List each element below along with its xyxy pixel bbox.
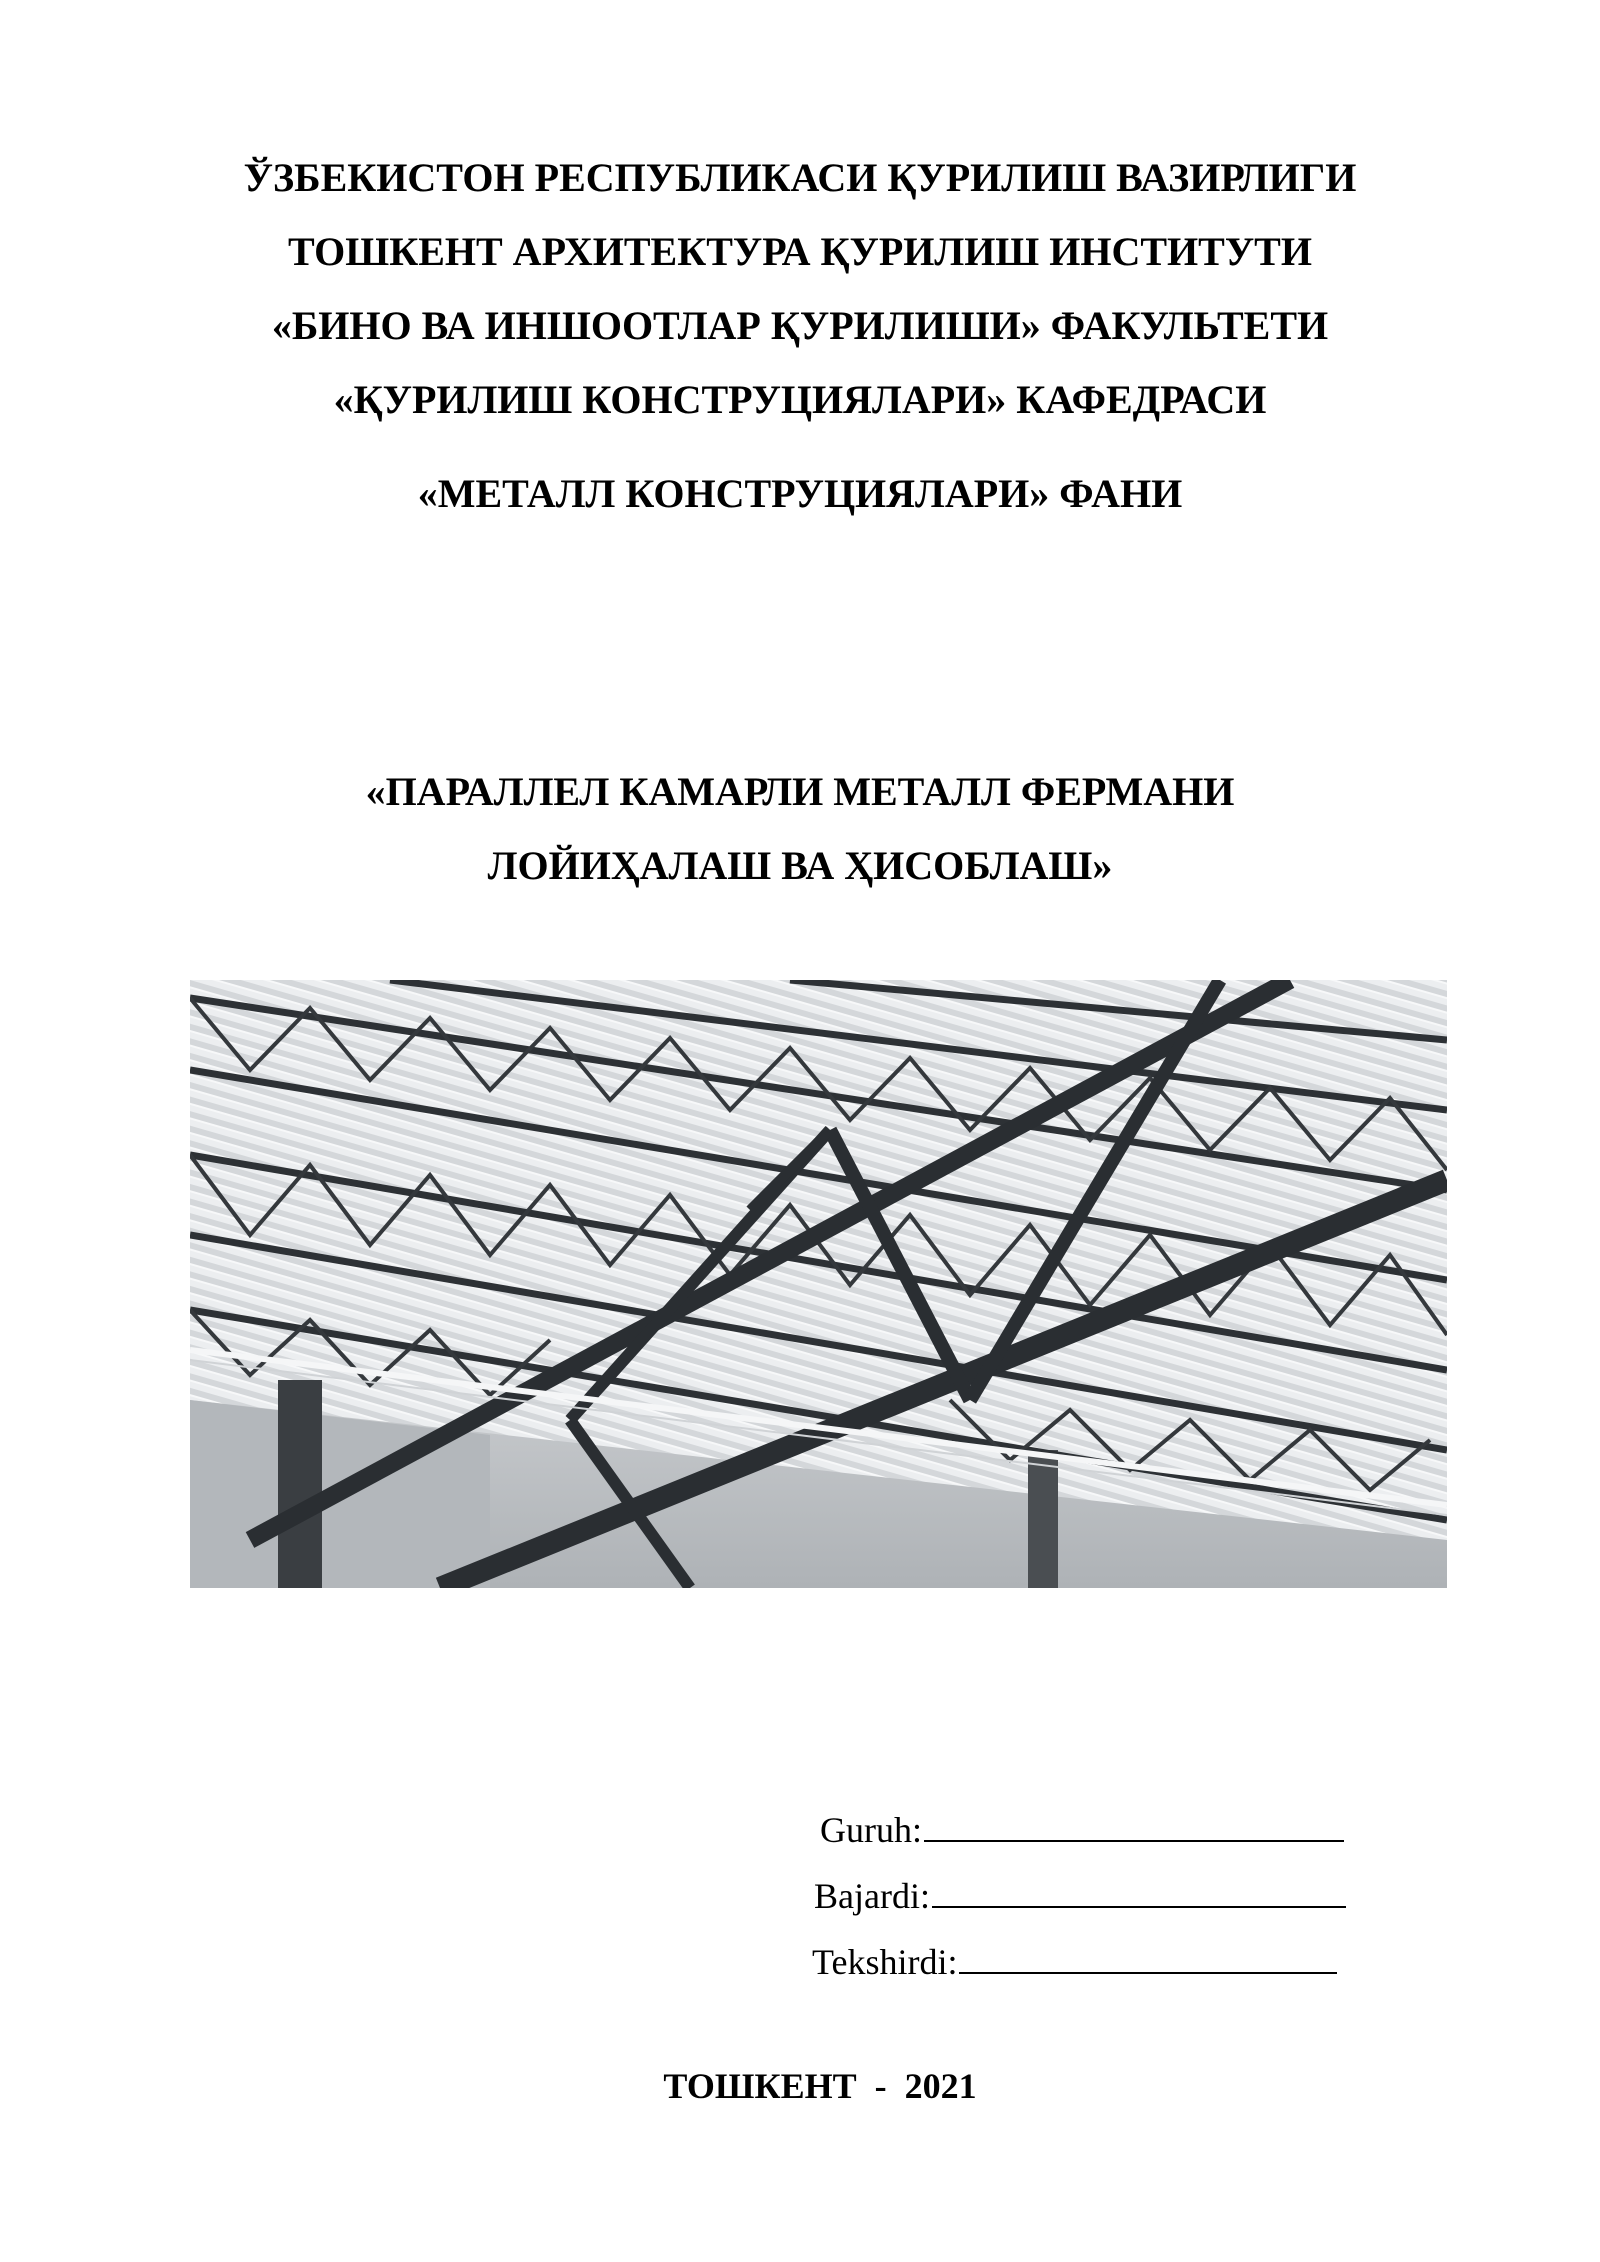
checked-by-field	[812, 1938, 1337, 1984]
institute-heading: ТОШКЕНТ АРХИТЕКТУРА ҚУРИЛИШ ИНСТИТУТИ	[288, 229, 1312, 274]
subject-heading: «МЕТАЛЛ КОНСТРУЦИЯЛАРИ» ФАНИ	[417, 471, 1183, 516]
steel-truss-roof-photo	[190, 980, 1447, 1588]
group-label: Guruh:	[820, 1810, 922, 1850]
checked-by-label: Tekshirdi:	[812, 1942, 958, 1982]
checked-by-blank-line	[959, 1938, 1337, 1974]
city-year-footer: ТОШКЕНТ - 2021	[663, 2066, 977, 2106]
faculty-heading: «БИНО ВА ИНШООТЛАР ҚУРИЛИШИ» ФАКУЛЬТЕТИ	[271, 303, 1329, 348]
work-title-line-1: «ПАРАЛЛЕЛ КАМАРЛИ МЕТАЛЛ ФЕРМАНИ	[365, 769, 1235, 814]
performed-by-blank-line	[932, 1872, 1346, 1908]
performed-by-field	[814, 1872, 1346, 1918]
department-heading: «ҚУРИЛИШ КОНСТРУЦИЯЛАРИ» КАФЕДРАСИ	[333, 377, 1267, 422]
ministry-heading: ЎЗБЕКИСТОН РЕСПУБЛИКАСИ ҚУРИЛИШ ВАЗИРЛИГИ	[243, 155, 1357, 200]
group-field	[820, 1806, 1344, 1852]
group-blank-line	[924, 1806, 1344, 1842]
work-title-line-2: ЛОЙИҲАЛАШ ВА ҲИСОБЛАШ»	[487, 843, 1113, 888]
performed-by-label: Bajardi:	[814, 1876, 930, 1916]
